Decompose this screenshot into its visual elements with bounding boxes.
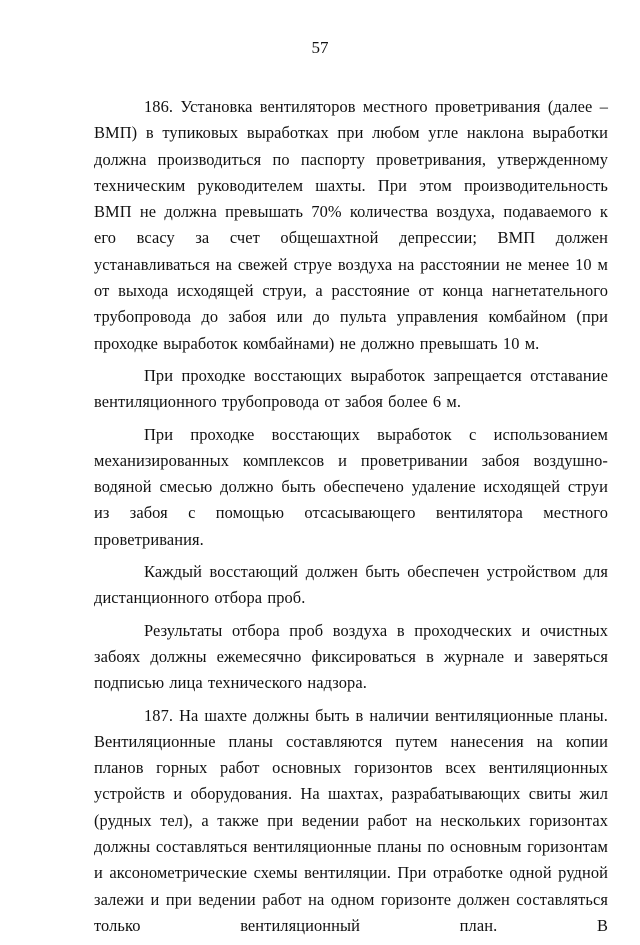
paragraph-186: 186. Установка вентиляторов местного проветривания (далее – ВМП) в тупиковых выработках при любом угле наклона выработки должна производиться по паспорту проветривания, утвержденному техническим руководителем шахты. При этом производительность ВМП не должна превышать 70% количества воздуха, подаваемого к его всасу за счет общешахтной депрессии; ВМП должен устанавливаться на свежей струе воздуха на расстоянии не менее 10 м от выхода исходящей струи, а расстояние от конца нагнетательного трубопровода до забоя или до пульта управления комбайном (при проходке выработок комбайнами) не должно превышать 10 м.	[94, 97, 608, 353]
paragraph-raise-sampling-device: Каждый восстающий должен быть обеспечен устройством для дистанционного отбора проб.	[94, 562, 608, 608]
paragraph-187: 187. На шахте должны быть в наличии вентиляционные планы. Вентиляционные планы составляются путем нанесения на копии планов горных работ основных горизонтов всех вентиляционных устройств и оборудования. На шахтах, разрабатывающих свиты жил (рудных тел), а также при ведении работ на нескольких горизонтах должны составляться вентиляционные планы по основным горизонтам и аксонометрические схемы вентиляции. При отработке одной рудной залежи и при ведении работ на одном горизонте должен составляться только вентиляционный план. В	[94, 705, 608, 935]
document-body	[94, 94, 608, 945]
paragraph-sampling-results: Результаты отбора проб воздуха в проходческих и очистных забоях должны ежемесячно фиксироваться в журнале и заверяться подписью лица технического надзора.	[94, 620, 608, 693]
paragraph-raise-mechanized: При проходке восстающих выработок с использованием механизированных комплексов и проветривании забоя воздушно-водяной смесью должно быть обеспечено удаление исходящей струи из забоя с помощью отсасывающего вентилятора местного проветривания.	[94, 424, 608, 549]
paragraph-raise-duct: При проходке восстающих выработок запрещается отставание вентиляционного трубопровода от забоя более 6 м.	[94, 365, 608, 412]
page-number: 57	[311, 38, 329, 57]
